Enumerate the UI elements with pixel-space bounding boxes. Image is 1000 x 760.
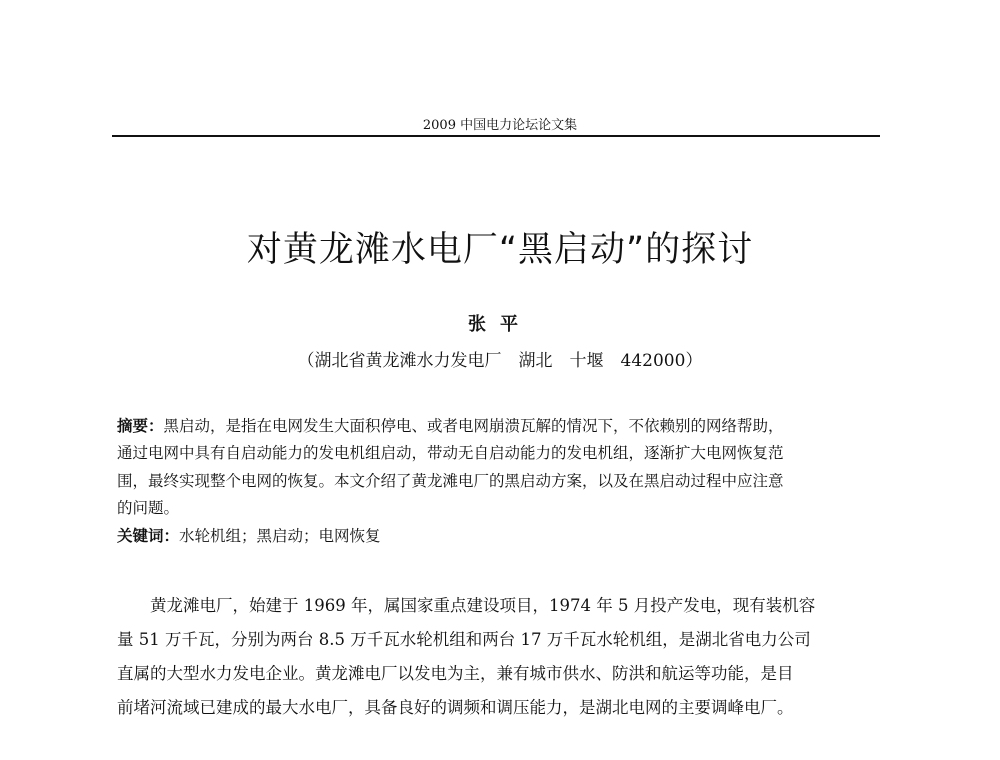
keywords-label: 关键词：	[117, 527, 180, 545]
body-line: 前堵河流域已建成的最大水电厂，具备良好的调频和调压能力，是湖北电网的主要调峰电厂。	[117, 698, 794, 717]
paper-title: 对黄龙滩水电厂“黑启动”的探讨	[246, 230, 754, 270]
body-line: 量 51 万千瓦，分别为两台 8.5 万千瓦水轮机组和两台 17 万千瓦水轮机组，是湖北省电力公司	[117, 630, 811, 649]
abstract-line: 的问题。	[117, 499, 180, 517]
abstract-line	[117, 414, 887, 436]
affiliation: （湖北省黄龙滩水力发电厂 湖北 十堰 442000）	[297, 351, 703, 371]
running-header: 2009 中国电力论坛论文集	[422, 118, 578, 133]
abstract-label: 摘要：	[117, 417, 164, 435]
abstract-line: 围，最终实现整个电网的恢复。本文介绍了黄龙滩电厂的黑启动方案，以及在黑启动过程中应注意	[117, 472, 784, 490]
author: 张平	[468, 314, 532, 335]
abstract-line: 通过电网中具有自启动能力的发电机组启动，带动无自启动能力的发电机组，逐渐扩大电网恢复范	[117, 444, 784, 462]
body-line: 直属的大型水力发电企业。黄龙滩电厂以发电为主，兼有城市供水、防洪和航运等功能，是目	[117, 664, 794, 683]
header-rule	[112, 135, 880, 137]
abstract-text: 黑启动，是指在电网发生大面积停电、或者电网崩溃瓦解的情况下，不依赖别的网络帮助，	[163, 417, 784, 435]
keywords-text: 水轮机组；黑启动；电网恢复	[179, 527, 381, 545]
body-line: 黄龙滩电厂，始建于 1969 年，属国家重点建设项目，1974 年 5 月投产发电，现有装机容	[117, 596, 816, 615]
keywords-line	[117, 524, 887, 546]
